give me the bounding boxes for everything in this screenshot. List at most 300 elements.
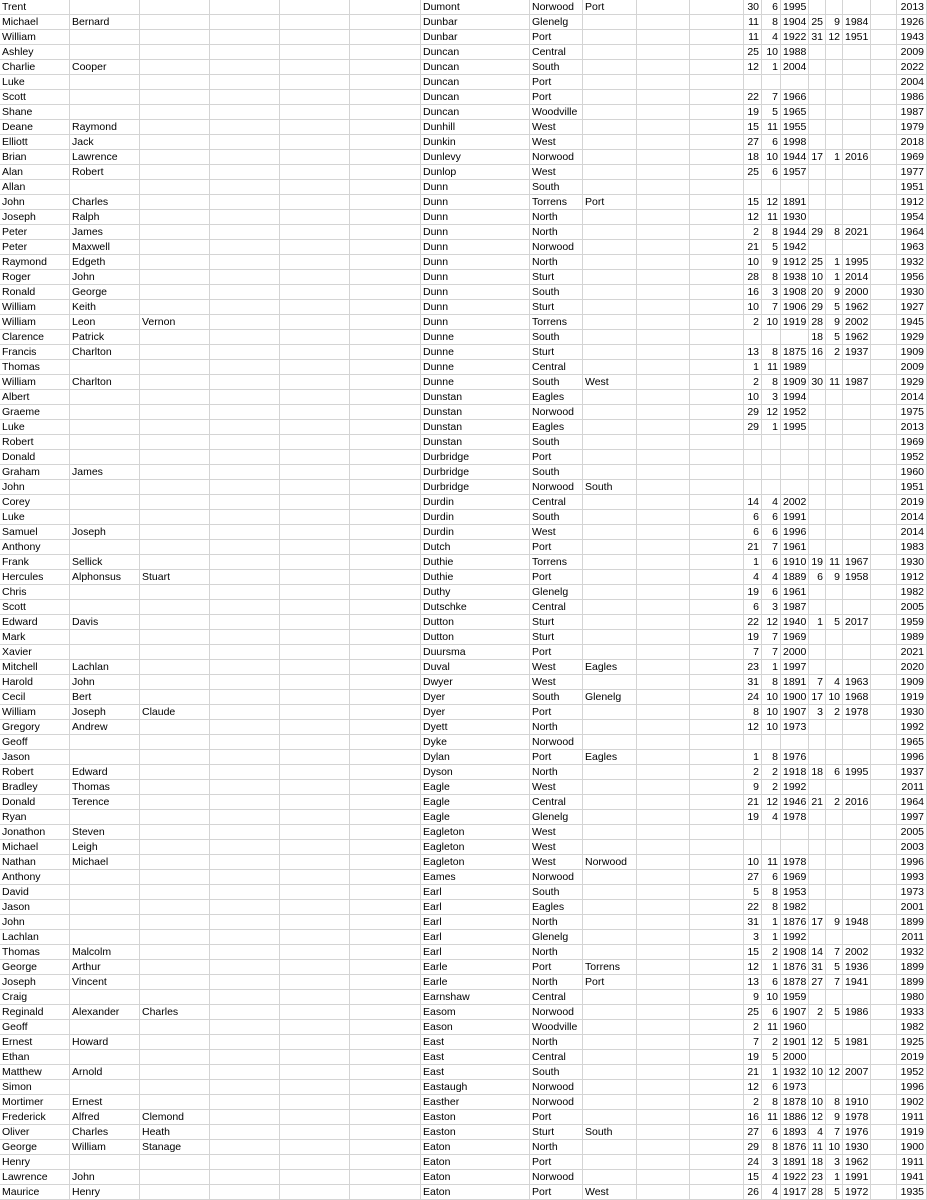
cell-district[interactable]: Eagles <box>530 420 583 435</box>
cell-second[interactable] <box>70 990 140 1005</box>
cell-c6[interactable] <box>350 585 421 600</box>
cell-surname[interactable]: Eagleton <box>421 855 530 870</box>
cell-second[interactable] <box>70 885 140 900</box>
cell-c4[interactable] <box>210 1110 280 1125</box>
cell-c6[interactable] <box>350 780 421 795</box>
cell-c10[interactable] <box>637 345 690 360</box>
cell-by[interactable]: 1960 <box>781 1020 809 1035</box>
cell-dd[interactable] <box>809 450 826 465</box>
cell-c6[interactable] <box>350 810 421 825</box>
cell-bd[interactable]: 15 <box>744 120 762 135</box>
cell-surname[interactable]: Dunn <box>421 210 530 225</box>
cell-third[interactable] <box>140 720 210 735</box>
cell-c10[interactable] <box>637 960 690 975</box>
cell-third[interactable] <box>140 1050 210 1065</box>
cell-district[interactable]: Torrens <box>530 195 583 210</box>
cell-dm[interactable] <box>826 0 843 15</box>
cell-by[interactable]: 2000 <box>781 1050 809 1065</box>
cell-c18[interactable] <box>871 375 897 390</box>
cell-year[interactable]: 1980 <box>897 990 927 1005</box>
cell-district2[interactable] <box>583 915 637 930</box>
cell-district[interactable]: Sturt <box>530 270 583 285</box>
cell-surname[interactable]: Earl <box>421 930 530 945</box>
cell-dm[interactable] <box>826 435 843 450</box>
cell-by[interactable]: 1994 <box>781 390 809 405</box>
cell-district2[interactable] <box>583 105 637 120</box>
cell-first[interactable]: Francis <box>0 345 70 360</box>
cell-dm[interactable] <box>826 540 843 555</box>
cell-bd[interactable]: 1 <box>744 555 762 570</box>
cell-dd[interactable] <box>809 75 826 90</box>
cell-c5[interactable] <box>280 975 350 990</box>
cell-third[interactable]: Clemond <box>140 1110 210 1125</box>
cell-dd[interactable]: 4 <box>809 1125 826 1140</box>
cell-c5[interactable] <box>280 690 350 705</box>
cell-year[interactable]: 1911 <box>897 1155 927 1170</box>
cell-third[interactable] <box>140 105 210 120</box>
cell-surname[interactable]: Duncan <box>421 60 530 75</box>
cell-bm[interactable]: 7 <box>762 645 781 660</box>
cell-bd[interactable]: 12 <box>744 960 762 975</box>
cell-bm[interactable]: 4 <box>762 810 781 825</box>
cell-dy[interactable] <box>843 180 871 195</box>
cell-c5[interactable] <box>280 945 350 960</box>
cell-c5[interactable] <box>280 705 350 720</box>
cell-c5[interactable] <box>280 840 350 855</box>
cell-dy[interactable]: 2014 <box>843 270 871 285</box>
cell-c11[interactable] <box>690 555 744 570</box>
cell-bm[interactable] <box>762 465 781 480</box>
cell-dy[interactable]: 2016 <box>843 150 871 165</box>
cell-year[interactable]: 2009 <box>897 45 927 60</box>
cell-dm[interactable]: 3 <box>826 1155 843 1170</box>
cell-dm[interactable] <box>826 165 843 180</box>
cell-second[interactable] <box>70 480 140 495</box>
cell-dm[interactable] <box>826 810 843 825</box>
cell-bm[interactable] <box>762 180 781 195</box>
cell-c18[interactable] <box>871 600 897 615</box>
cell-dy[interactable]: 1976 <box>843 1125 871 1140</box>
cell-dy[interactable]: 1962 <box>843 1155 871 1170</box>
cell-third[interactable]: Claude <box>140 705 210 720</box>
cell-bm[interactable]: 8 <box>762 345 781 360</box>
cell-dy[interactable]: 1962 <box>843 330 871 345</box>
cell-c4[interactable] <box>210 195 280 210</box>
cell-third[interactable] <box>140 0 210 15</box>
cell-year[interactable]: 2013 <box>897 0 927 15</box>
cell-first[interactable]: Jason <box>0 750 70 765</box>
cell-c11[interactable] <box>690 360 744 375</box>
cell-c5[interactable] <box>280 195 350 210</box>
cell-dd[interactable]: 28 <box>809 315 826 330</box>
cell-bd[interactable]: 27 <box>744 1125 762 1140</box>
cell-c6[interactable] <box>350 1020 421 1035</box>
cell-first[interactable]: John <box>0 195 70 210</box>
cell-second[interactable]: George <box>70 285 140 300</box>
cell-dd[interactable]: 17 <box>809 150 826 165</box>
cell-year[interactable]: 1912 <box>897 570 927 585</box>
cell-dm[interactable] <box>826 120 843 135</box>
cell-district2[interactable] <box>583 1110 637 1125</box>
cell-dm[interactable] <box>826 660 843 675</box>
cell-first[interactable]: Xavier <box>0 645 70 660</box>
cell-c11[interactable] <box>690 540 744 555</box>
cell-c6[interactable] <box>350 765 421 780</box>
cell-third[interactable] <box>140 1065 210 1080</box>
cell-c10[interactable] <box>637 480 690 495</box>
cell-c18[interactable] <box>871 585 897 600</box>
cell-bm[interactable]: 6 <box>762 555 781 570</box>
cell-district2[interactable] <box>583 180 637 195</box>
cell-third[interactable] <box>140 540 210 555</box>
cell-by[interactable]: 1908 <box>781 285 809 300</box>
cell-c6[interactable] <box>350 960 421 975</box>
cell-c6[interactable] <box>350 675 421 690</box>
cell-dd[interactable] <box>809 810 826 825</box>
cell-first[interactable]: Jonathon <box>0 825 70 840</box>
cell-surname[interactable]: Dunn <box>421 240 530 255</box>
cell-dy[interactable]: 1978 <box>843 1110 871 1125</box>
cell-surname[interactable]: Dyson <box>421 765 530 780</box>
cell-dy[interactable]: 1937 <box>843 345 871 360</box>
cell-second[interactable]: Keith <box>70 300 140 315</box>
cell-by[interactable]: 1891 <box>781 195 809 210</box>
cell-dm[interactable] <box>826 510 843 525</box>
cell-by[interactable]: 1878 <box>781 1095 809 1110</box>
cell-surname[interactable]: Dunn <box>421 270 530 285</box>
cell-district[interactable]: Glenelg <box>530 15 583 30</box>
cell-c4[interactable] <box>210 1035 280 1050</box>
cell-dd[interactable]: 29 <box>809 300 826 315</box>
cell-c11[interactable] <box>690 375 744 390</box>
cell-year[interactable]: 1993 <box>897 870 927 885</box>
cell-c11[interactable] <box>690 285 744 300</box>
cell-c18[interactable] <box>871 525 897 540</box>
cell-c10[interactable] <box>637 825 690 840</box>
cell-bd[interactable]: 10 <box>744 255 762 270</box>
cell-c4[interactable] <box>210 0 280 15</box>
cell-first[interactable]: Trent <box>0 0 70 15</box>
cell-year[interactable]: 1973 <box>897 885 927 900</box>
cell-c11[interactable] <box>690 405 744 420</box>
cell-third[interactable]: Heath <box>140 1125 210 1140</box>
cell-dm[interactable]: 7 <box>826 975 843 990</box>
cell-district2[interactable] <box>583 1155 637 1170</box>
cell-year[interactable]: 1945 <box>897 315 927 330</box>
cell-district2[interactable] <box>583 1140 637 1155</box>
cell-bd[interactable]: 7 <box>744 645 762 660</box>
cell-c5[interactable] <box>280 135 350 150</box>
cell-dy[interactable]: 1967 <box>843 555 871 570</box>
cell-surname[interactable]: Dunne <box>421 330 530 345</box>
cell-dm[interactable] <box>826 930 843 945</box>
cell-surname[interactable]: Dyett <box>421 720 530 735</box>
cell-by[interactable]: 1875 <box>781 345 809 360</box>
cell-c18[interactable] <box>871 75 897 90</box>
cell-c18[interactable] <box>871 240 897 255</box>
cell-bd[interactable] <box>744 480 762 495</box>
cell-district[interactable]: Eagles <box>530 900 583 915</box>
cell-year[interactable]: 1959 <box>897 615 927 630</box>
cell-c11[interactable] <box>690 255 744 270</box>
cell-district2[interactable] <box>583 1005 637 1020</box>
cell-year[interactable]: 1930 <box>897 705 927 720</box>
cell-dy[interactable]: 1910 <box>843 1095 871 1110</box>
cell-c10[interactable] <box>637 180 690 195</box>
cell-c18[interactable] <box>871 540 897 555</box>
cell-dd[interactable]: 10 <box>809 1065 826 1080</box>
cell-third[interactable] <box>140 375 210 390</box>
cell-c18[interactable] <box>871 45 897 60</box>
cell-district[interactable]: South <box>530 510 583 525</box>
cell-c5[interactable] <box>280 930 350 945</box>
cell-by[interactable]: 1919 <box>781 315 809 330</box>
cell-dd[interactable] <box>809 930 826 945</box>
cell-c6[interactable] <box>350 165 421 180</box>
cell-c10[interactable] <box>637 75 690 90</box>
cell-by[interactable]: 1876 <box>781 915 809 930</box>
cell-c11[interactable] <box>690 780 744 795</box>
cell-c11[interactable] <box>690 45 744 60</box>
cell-c10[interactable] <box>637 360 690 375</box>
cell-year[interactable]: 1977 <box>897 165 927 180</box>
cell-by[interactable]: 1906 <box>781 300 809 315</box>
cell-c11[interactable] <box>690 120 744 135</box>
cell-c18[interactable] <box>871 480 897 495</box>
cell-district2[interactable]: West <box>583 375 637 390</box>
cell-district2[interactable] <box>583 420 637 435</box>
cell-c18[interactable] <box>871 345 897 360</box>
cell-dy[interactable] <box>843 930 871 945</box>
cell-bd[interactable]: 11 <box>744 30 762 45</box>
cell-district2[interactable] <box>583 945 637 960</box>
cell-c6[interactable] <box>350 1080 421 1095</box>
cell-surname[interactable]: Dunn <box>421 255 530 270</box>
cell-bm[interactable]: 8 <box>762 1140 781 1155</box>
cell-dy[interactable]: 2002 <box>843 315 871 330</box>
cell-c6[interactable] <box>350 510 421 525</box>
cell-bd[interactable]: 29 <box>744 1140 762 1155</box>
cell-second[interactable] <box>70 585 140 600</box>
cell-c4[interactable] <box>210 1155 280 1170</box>
cell-c4[interactable] <box>210 45 280 60</box>
cell-year[interactable]: 1996 <box>897 1080 927 1095</box>
cell-dd[interactable]: 21 <box>809 795 826 810</box>
cell-c5[interactable] <box>280 30 350 45</box>
cell-surname[interactable]: Dunstan <box>421 435 530 450</box>
cell-surname[interactable]: Duncan <box>421 75 530 90</box>
cell-surname[interactable]: Durdin <box>421 525 530 540</box>
cell-second[interactable]: Charlton <box>70 345 140 360</box>
cell-dy[interactable]: 1958 <box>843 570 871 585</box>
cell-by[interactable]: 1893 <box>781 1125 809 1140</box>
cell-c6[interactable] <box>350 525 421 540</box>
cell-first[interactable]: Allan <box>0 180 70 195</box>
cell-first[interactable]: Chris <box>0 585 70 600</box>
cell-c10[interactable] <box>637 1080 690 1095</box>
cell-dd[interactable]: 19 <box>809 555 826 570</box>
cell-c10[interactable] <box>637 840 690 855</box>
cell-c5[interactable] <box>280 1170 350 1185</box>
cell-bm[interactable] <box>762 840 781 855</box>
cell-surname[interactable]: Dunn <box>421 225 530 240</box>
cell-bm[interactable] <box>762 450 781 465</box>
cell-third[interactable] <box>140 990 210 1005</box>
cell-third[interactable] <box>140 330 210 345</box>
cell-c18[interactable] <box>871 1020 897 1035</box>
cell-dd[interactable]: 10 <box>809 1095 826 1110</box>
cell-c11[interactable] <box>690 825 744 840</box>
cell-bd[interactable]: 9 <box>744 990 762 1005</box>
cell-c18[interactable] <box>871 930 897 945</box>
cell-c10[interactable] <box>637 60 690 75</box>
cell-second[interactable]: Patrick <box>70 330 140 345</box>
cell-surname[interactable]: Dutton <box>421 630 530 645</box>
cell-first[interactable]: Alan <box>0 165 70 180</box>
cell-dm[interactable] <box>826 420 843 435</box>
cell-c4[interactable] <box>210 1065 280 1080</box>
cell-third[interactable] <box>140 510 210 525</box>
cell-c4[interactable] <box>210 210 280 225</box>
cell-bm[interactable]: 6 <box>762 510 781 525</box>
cell-dy[interactable]: 1981 <box>843 1035 871 1050</box>
cell-district[interactable]: Glenelg <box>530 585 583 600</box>
cell-district[interactable]: Norwood <box>530 735 583 750</box>
cell-c11[interactable] <box>690 135 744 150</box>
cell-c5[interactable] <box>280 75 350 90</box>
cell-dm[interactable] <box>826 900 843 915</box>
cell-district[interactable]: Central <box>530 1050 583 1065</box>
cell-district2[interactable] <box>583 240 637 255</box>
cell-c4[interactable] <box>210 495 280 510</box>
cell-district2[interactable] <box>583 795 637 810</box>
cell-c5[interactable] <box>280 1050 350 1065</box>
cell-dm[interactable]: 2 <box>826 795 843 810</box>
cell-dm[interactable]: 5 <box>826 960 843 975</box>
cell-district2[interactable] <box>583 435 637 450</box>
cell-first[interactable]: Graeme <box>0 405 70 420</box>
cell-district2[interactable]: Eagles <box>583 660 637 675</box>
cell-c4[interactable] <box>210 270 280 285</box>
cell-c6[interactable] <box>350 1005 421 1020</box>
cell-c4[interactable] <box>210 165 280 180</box>
cell-dm[interactable]: 9 <box>826 285 843 300</box>
cell-dm[interactable] <box>826 525 843 540</box>
cell-surname[interactable]: Dunne <box>421 345 530 360</box>
cell-district[interactable]: Sturt <box>530 300 583 315</box>
cell-c10[interactable] <box>637 465 690 480</box>
cell-dd[interactable]: 10 <box>809 270 826 285</box>
cell-year[interactable]: 1963 <box>897 240 927 255</box>
cell-first[interactable]: William <box>0 30 70 45</box>
cell-c11[interactable] <box>690 345 744 360</box>
cell-bm[interactable]: 4 <box>762 495 781 510</box>
cell-dy[interactable] <box>843 45 871 60</box>
cell-surname[interactable]: Eaton <box>421 1155 530 1170</box>
cell-bm[interactable]: 6 <box>762 165 781 180</box>
cell-first[interactable]: Anthony <box>0 540 70 555</box>
cell-by[interactable]: 1955 <box>781 120 809 135</box>
cell-third[interactable] <box>140 420 210 435</box>
cell-dm[interactable]: 11 <box>826 555 843 570</box>
cell-by[interactable]: 2002 <box>781 495 809 510</box>
cell-c11[interactable] <box>690 1140 744 1155</box>
cell-by[interactable]: 1992 <box>781 780 809 795</box>
cell-by[interactable]: 1966 <box>781 90 809 105</box>
cell-district[interactable]: South <box>530 690 583 705</box>
cell-c4[interactable] <box>210 135 280 150</box>
cell-district[interactable]: West <box>530 165 583 180</box>
cell-c18[interactable] <box>871 990 897 1005</box>
cell-surname[interactable]: Eagle <box>421 795 530 810</box>
cell-district[interactable]: West <box>530 855 583 870</box>
cell-c5[interactable] <box>280 435 350 450</box>
cell-first[interactable]: William <box>0 315 70 330</box>
cell-dd[interactable]: 25 <box>809 15 826 30</box>
cell-by[interactable]: 1992 <box>781 930 809 945</box>
cell-dy[interactable] <box>843 660 871 675</box>
cell-dd[interactable] <box>809 600 826 615</box>
cell-district2[interactable] <box>583 255 637 270</box>
cell-district2[interactable] <box>583 900 637 915</box>
cell-third[interactable] <box>140 780 210 795</box>
cell-surname[interactable]: Dunne <box>421 360 530 375</box>
cell-c11[interactable] <box>690 525 744 540</box>
cell-first[interactable]: Samuel <box>0 525 70 540</box>
cell-first[interactable]: Luke <box>0 420 70 435</box>
cell-by[interactable]: 1917 <box>781 1185 809 1200</box>
cell-bm[interactable]: 4 <box>762 1170 781 1185</box>
cell-c18[interactable] <box>871 360 897 375</box>
cell-second[interactable]: Joseph <box>70 525 140 540</box>
cell-bd[interactable] <box>744 435 762 450</box>
cell-c4[interactable] <box>210 600 280 615</box>
cell-dd[interactable]: 20 <box>809 285 826 300</box>
cell-second[interactable]: John <box>70 675 140 690</box>
cell-c4[interactable] <box>210 330 280 345</box>
cell-bm[interactable]: 10 <box>762 45 781 60</box>
cell-c5[interactable] <box>280 60 350 75</box>
cell-dd[interactable] <box>809 240 826 255</box>
cell-year[interactable]: 1932 <box>897 945 927 960</box>
cell-first[interactable]: Raymond <box>0 255 70 270</box>
cell-c18[interactable] <box>871 270 897 285</box>
cell-c10[interactable] <box>637 720 690 735</box>
cell-c5[interactable] <box>280 1065 350 1080</box>
cell-bm[interactable]: 3 <box>762 1155 781 1170</box>
cell-surname[interactable]: Dunn <box>421 300 530 315</box>
cell-by[interactable]: 1978 <box>781 855 809 870</box>
cell-district2[interactable] <box>583 675 637 690</box>
cell-bm[interactable]: 1 <box>762 915 781 930</box>
cell-district[interactable]: Central <box>530 600 583 615</box>
cell-dd[interactable] <box>809 0 826 15</box>
cell-dd[interactable] <box>809 630 826 645</box>
cell-district[interactable]: North <box>530 1035 583 1050</box>
cell-bd[interactable]: 23 <box>744 660 762 675</box>
cell-bd[interactable]: 13 <box>744 345 762 360</box>
cell-surname[interactable]: Dunstan <box>421 390 530 405</box>
cell-by[interactable]: 2004 <box>781 60 809 75</box>
cell-dd[interactable] <box>809 870 826 885</box>
cell-third[interactable] <box>140 630 210 645</box>
cell-district[interactable]: South <box>530 180 583 195</box>
cell-c5[interactable] <box>280 795 350 810</box>
cell-third[interactable] <box>140 915 210 930</box>
cell-surname[interactable]: Durbridge <box>421 480 530 495</box>
cell-c4[interactable] <box>210 825 280 840</box>
cell-dy[interactable] <box>843 135 871 150</box>
